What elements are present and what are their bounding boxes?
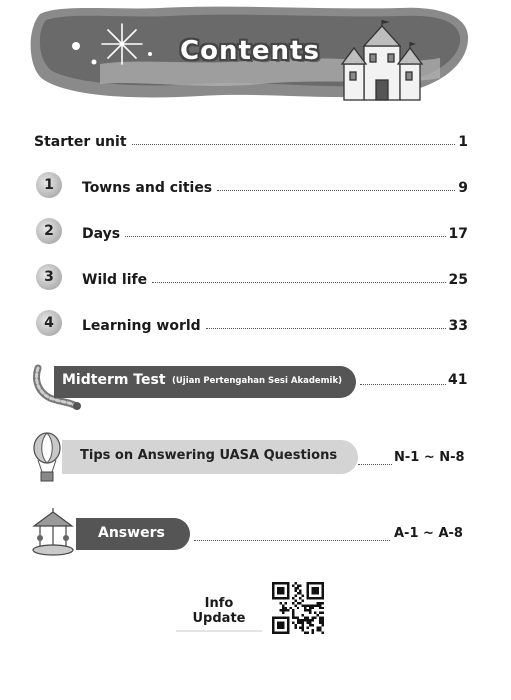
dot-leader (132, 143, 456, 145)
castle-icon (340, 20, 426, 102)
hot-air-balloon-icon (30, 432, 64, 484)
midterm-label: Midterm Test (62, 372, 166, 388)
fireworks-icon (66, 18, 162, 74)
tips-banner[interactable] (62, 440, 358, 474)
page-title: Contents (180, 36, 320, 66)
toc-page: 17 (448, 226, 468, 242)
toc-label: Days (82, 226, 121, 242)
midterm-sublabel: (Ujian Pertengahan Sesi Akademik) (172, 376, 342, 386)
tips-label: Tips on Answering UASA Questions (80, 448, 338, 463)
unit-number-badge: 1 (36, 172, 62, 198)
toc-page: 9 (458, 180, 468, 196)
dot-leader (358, 464, 392, 465)
answers-banner[interactable] (76, 518, 190, 550)
qr-code-icon[interactable] (272, 582, 324, 634)
dot-leader (152, 281, 445, 283)
answers-label: Answers (98, 525, 165, 541)
unit-number-badge: 2 (36, 218, 62, 244)
toc-label: Wild life (82, 272, 148, 288)
carousel-icon (30, 508, 76, 558)
toc-page: N-1 ~ N-8 (394, 450, 465, 465)
toc-label: Towns and cities (82, 180, 213, 196)
toc-row-unit-1[interactable] (82, 174, 468, 196)
toc-page: 41 (448, 372, 468, 388)
toc-page: A-1 ~ A-8 (394, 526, 463, 541)
toc-label: Learning world (82, 318, 201, 334)
toc-label: Starter unit (34, 134, 127, 150)
dot-leader (217, 189, 455, 191)
toc-page: 25 (448, 272, 468, 288)
dot-leader (206, 327, 446, 329)
unit-number-badge: 3 (36, 264, 62, 290)
unit-number-badge: 4 (36, 310, 62, 336)
toc-row-unit-3[interactable] (82, 266, 468, 288)
midterm-banner[interactable] (54, 366, 356, 398)
dot-leader (360, 384, 446, 385)
toc-row-unit-2[interactable] (82, 220, 468, 242)
toc-page: 1 (458, 134, 468, 150)
toc-row-unit-4[interactable] (82, 312, 468, 334)
dot-leader (194, 540, 390, 541)
toc-row-starter[interactable] (34, 128, 468, 150)
toc-page: 33 (448, 318, 468, 334)
info-update-label: Info Update (176, 596, 262, 632)
dot-leader (125, 235, 445, 237)
